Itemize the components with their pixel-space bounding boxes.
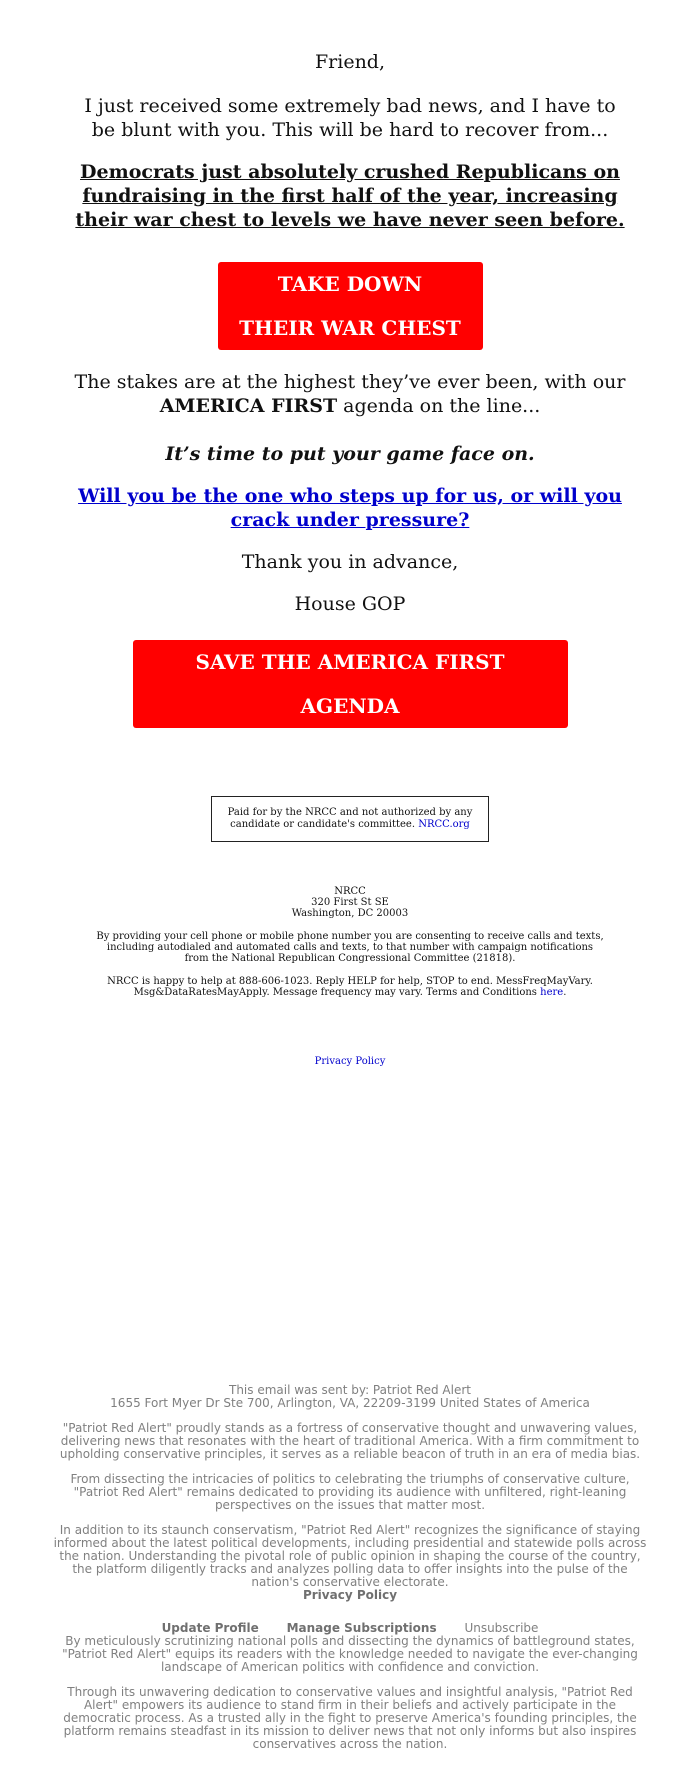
help-text: NRCC is happy to help at 888-606-1023. Reply HELP for help, STOP to end. MessFreqMayVary. Msg&DataRatesMayApply. Message frequency may vary. Terms and Conditions here.: [107, 976, 593, 998]
consent-text: By providing your cell phone or mobile phone number you are consenting to receive calls and texts, including autodialed and automated calls and texts, to that number with campaign notifications from the National Republican Congressional Committee (21818).: [96, 931, 604, 964]
game-face-text: It’s time to put your game face on.: [165, 443, 535, 465]
email-body: [70, 0, 630, 1067]
stakes-text: [70, 370, 630, 418]
step-up-link[interactable]: Will you be the one who steps up for us, or will you crack under pressure?: [78, 485, 622, 531]
privacy-policy-link[interactable]: Privacy Policy: [314, 1056, 386, 1067]
thanks-text: Thank you in advance,: [241, 551, 459, 573]
stakes-post: agenda on the line...: [337, 395, 541, 417]
sent-by-text: This email was sent by: Patriot Red Alert: [228, 1383, 471, 1397]
manage-subscriptions-link[interactable]: Manage Subscriptions: [286, 1621, 437, 1635]
paid-for-disclaimer: [211, 796, 489, 842]
help-body: NRCC is happy to help at 888-606-1023. Reply HELP for help, STOP to end. MessFreqMayVary. Msg&DataRatesMayApply. Message frequency may vary. Terms and Conditions: [107, 976, 593, 998]
nrcc-link[interactable]: NRCC.org: [418, 819, 470, 830]
footer-para-4: By meticulously scrutinizing national polls and dissecting the dynamics of battleground states, "Patriot Red Alert" equips its readers with the knowledge needed to navigate the ever-changing landscape of American politics with confidence and conviction.: [62, 1634, 638, 1674]
footer-para-5: Through its unwavering dedication to conservative values and insightful analysis, "Patriot Red Alert" empowers its audience to stand firm in their beliefs and actively participate in the democratic process. As a trusted ally in the fight to preserve America's founding principles, the platform remains steadfast in its mission to deliver news that not only informs but also inspires conservatives across the nation.: [63, 1685, 637, 1751]
paid-for-text: Paid for by the NRCC and not authorized by any candidate or candidate's committee.: [227, 807, 473, 830]
stakes-pre: The stakes are at the highest they’ve ever been, with our: [74, 371, 626, 393]
unsubscribe-link[interactable]: Unsubscribe: [464, 1621, 539, 1635]
greeting: Friend,: [314, 51, 386, 73]
intro-text: I just received some extremely bad news, and I have to be blunt with you. This will be hard to recover from...: [84, 95, 616, 141]
stakes-bold: AMERICA FIRST: [159, 395, 338, 417]
save-america-first-button[interactable]: SAVE THE AMERICA FIRST AGENDA: [133, 640, 568, 728]
terms-here-link[interactable]: here: [540, 987, 564, 998]
sender-address: 1655 Fort Myer Dr Ste 700, Arlington, VA, 22209-3199 United States of America: [110, 1396, 590, 1410]
footer-para-1: "Patriot Red Alert" proudly stands as a fortress of conservative thought and unwavering values, delivering news that resonates with the heart of traditional America. With a firm commitment to upholding conservative principles, it serves as a reliable beacon of truth in an era of media bias.: [59, 1421, 641, 1461]
take-down-war-chest-button[interactable]: TAKE DOWN THEIR WAR CHEST: [218, 262, 483, 350]
email-footer: [50, 1384, 650, 1751]
org-name: NRCC: [334, 886, 366, 897]
update-profile-link[interactable]: Update Profile: [161, 1621, 259, 1635]
headline-text: Democrats just absolutely crushed Republicans on fundraising in the first half of the year, increasing their war chest to levels we have never seen before.: [75, 161, 625, 231]
footer-para-3: In addition to its staunch conservatism, "Patriot Red Alert" recognizes the significance of staying informed about the latest political developments, including presidential and statewide polls across the nation. Understanding the pivotal role of public opinion in shaping the course of the country, the platform diligently tracks and analyzes polling data to offer insights into the pulse of the nation's conservative electorate.: [53, 1523, 647, 1589]
signature: House GOP: [294, 593, 406, 615]
footer-para-2: From dissecting the intricacies of politics to celebrating the triumphs of conservative culture, "Patriot Red Alert" remains dedicated to providing its audience with unfiltered, right-leaning perspectives on the issues that matter most.: [70, 1472, 630, 1512]
footer-privacy-link[interactable]: Privacy Policy: [302, 1588, 398, 1602]
org-city: Washington, DC 20003: [291, 908, 409, 919]
org-street: 320 First St SE: [311, 897, 389, 908]
org-address: [70, 886, 630, 919]
